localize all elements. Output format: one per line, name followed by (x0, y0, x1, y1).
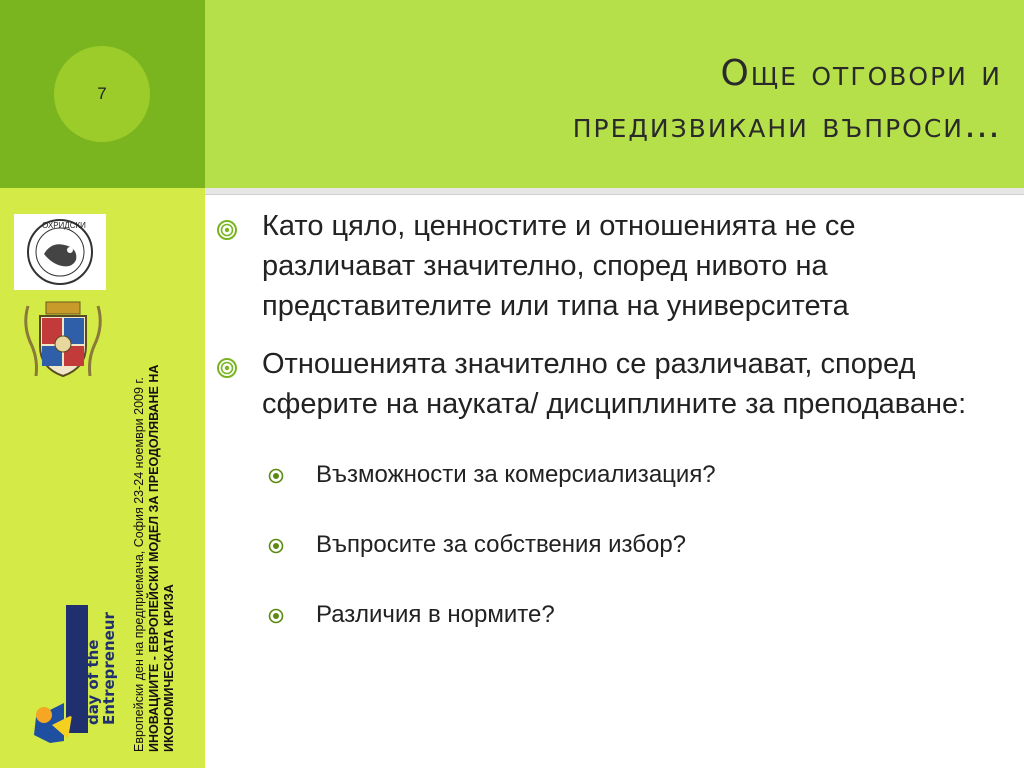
ring-bullet-icon (268, 468, 284, 484)
bullet-text: Отношенията значително се различават, според сферите на науката/ дисциплините за преподаване: (262, 348, 967, 420)
concentric-circle-bullet-icon (216, 219, 238, 241)
ring-bullet-icon (268, 608, 284, 624)
sub-bullet-item (212, 458, 1012, 492)
slide-title (222, 48, 1002, 152)
page-number: 7 (97, 84, 107, 103)
sub-bullet-text: Възможности за комерсиализация? (316, 461, 716, 488)
slide-title-line2: предизвикани въпроси… (572, 105, 1002, 146)
bullet-item (212, 206, 1012, 326)
caption-theme-line2: ИКОНОМИЧЕСКАТА КРИЗА (162, 584, 176, 752)
caption-event-line: Европейски ден на предприемача, София 23-24 ноември 2009 г. (132, 377, 146, 752)
sofia-coat-of-arms-icon (20, 300, 106, 382)
bullet-item (212, 344, 1012, 424)
seal-inscription: ОХРИДСКИ (42, 221, 86, 230)
european-day-of-entrepreneur-logo (28, 575, 128, 745)
ring-bullet-icon (268, 538, 284, 554)
sub-bullet-text: Въпросите за собствения избор? (316, 531, 687, 558)
header-divider (205, 188, 1024, 195)
concentric-circle-bullet-icon (216, 357, 238, 379)
sub-bullet-text: Различия в нормите? (316, 601, 555, 628)
bullet-text: Като цяло, ценностите и отношенията не се различават значително, според нивото на представителите или типа на университета (262, 210, 856, 322)
slide-content (212, 206, 1012, 668)
university-seal-logo (14, 214, 106, 290)
brand-line-3: Entrepreneur (100, 612, 118, 725)
sidebar-caption (132, 292, 177, 752)
brand-line-1: the European (68, 611, 86, 725)
sub-bullet-item (212, 598, 1012, 632)
brand-line-2: day of the (84, 639, 102, 725)
caption-theme-line: ИНОВАЦИИТЕ - ЕВРОПЕЙСКИ МОДЕЛ ЗА ПРЕОДОЛЯВАНЕ НА (147, 364, 161, 752)
sub-bullet-item (212, 528, 1012, 562)
slide-title-line1: Още отговори и (720, 53, 1002, 94)
